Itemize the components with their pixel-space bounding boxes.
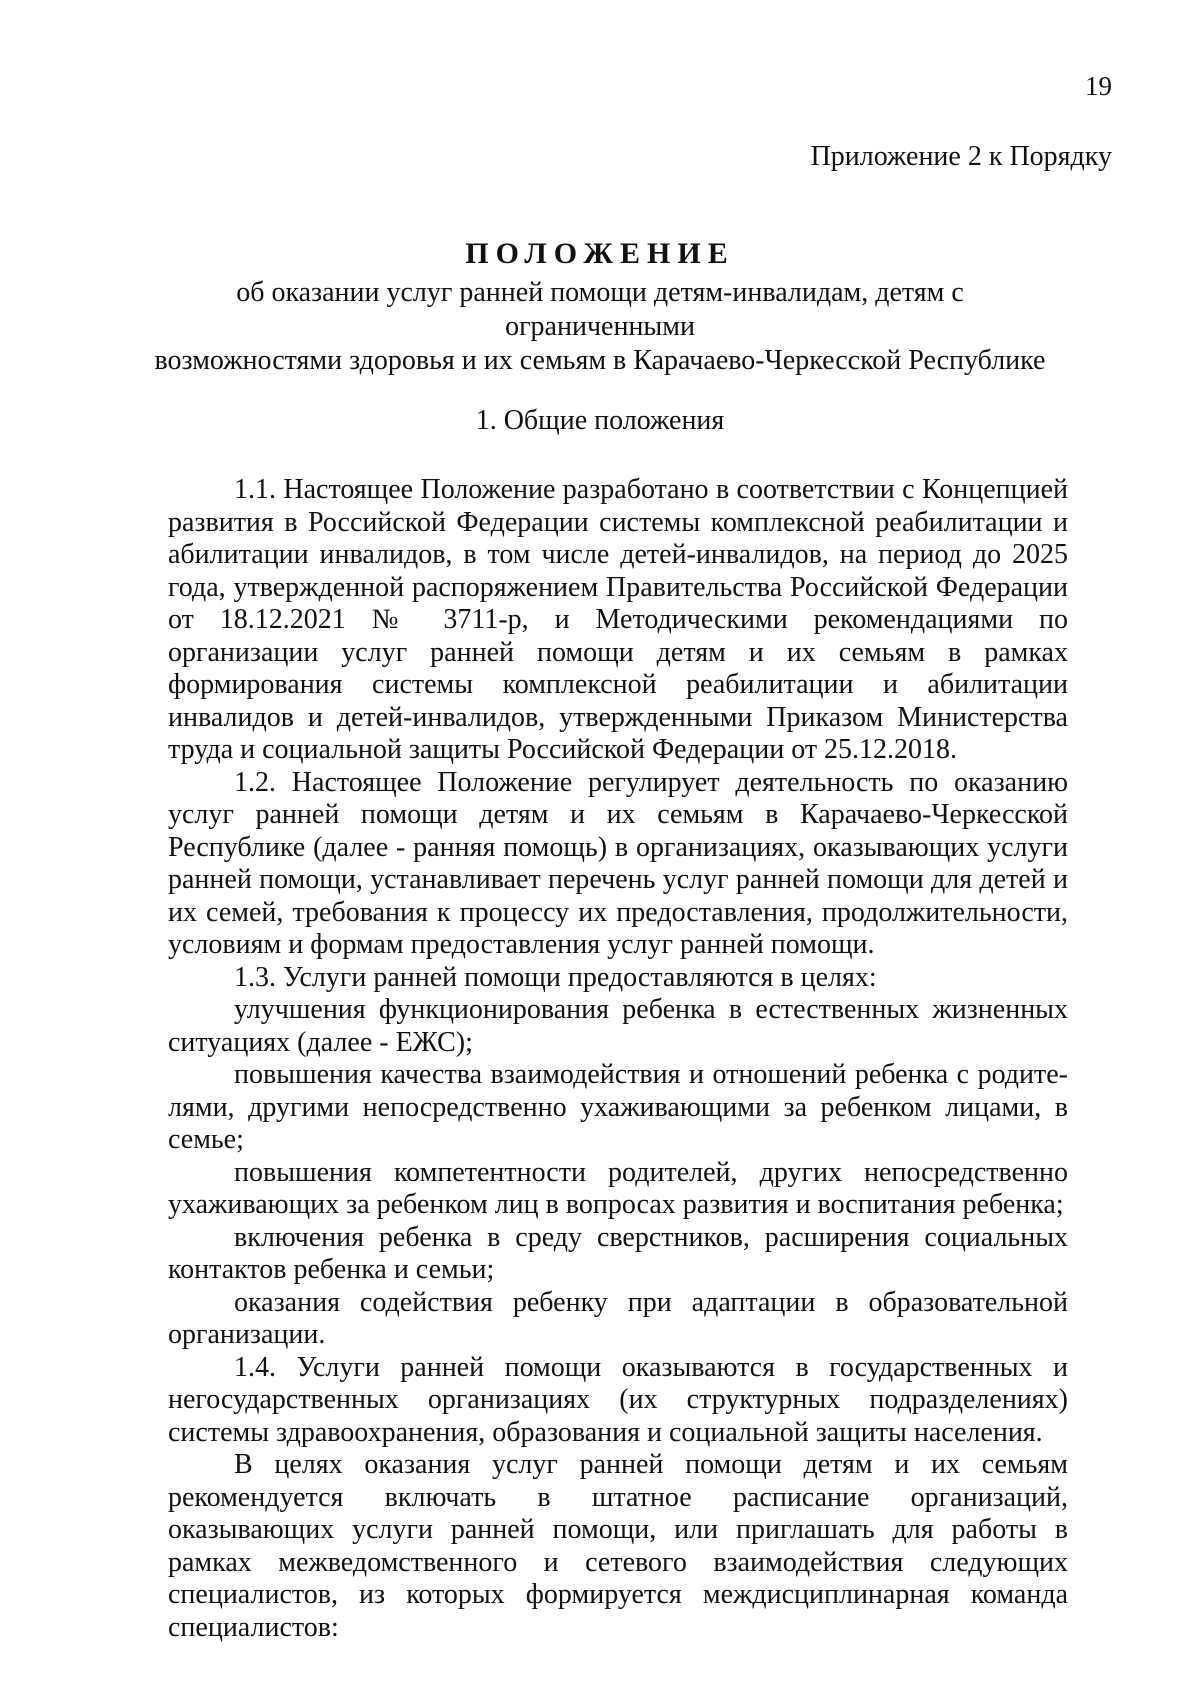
paragraph-1-4: 1.4. Услуги ранней помощи оказываются в государственных и негосударственных организациях (их структурных подразделениях) системы здравоохранения, образования и социальной защиты населения. bbox=[168, 1351, 1068, 1448]
paragraph-1-2: 1.2. Настоящее Положение регулирует деятельность по оказанию услуг ранней помощи детям и их семьям в Карачаево-Черкесской Республике (далее - ранняя помощь) в организациях, оказывающих услуги ранней помощи, устанавливает перечень услуг ранней помощи для детей и их семей, требования к процессу их предоставления, продолжительности, условиям и формам предоставления услуг ранней помощи. bbox=[168, 766, 1068, 960]
paragraph-1-3: 1.3. Услуги ранней помощи предоставляются в целях: bbox=[234, 961, 877, 993]
document-body bbox=[168, 474, 1068, 1644]
document-subtitle-line-1: об оказании услуг ранней помощи детям-инвалидам, детям с ограниченными bbox=[236, 277, 964, 342]
paragraph-specialists: В целях оказания услуг ранней помощи детям и их семьям рекомендуется включать в штатное расписание организаций, оказывающих услуги ранней помощи, или приглашать для работы в рамках межведомственного и сетевого взаимодействия следующих специалистов, из которых формируется междисциплинарная команда специалистов: bbox=[168, 1449, 1068, 1643]
page-number: 19 bbox=[1085, 71, 1112, 101]
goal-item: включения ребенка в среду сверстников, расширения социальных контактов ребенка и семьи; bbox=[168, 1221, 1068, 1285]
document-title: ПОЛОЖЕНИЕ bbox=[465, 237, 735, 270]
paragraph-1-1: 1.1. Настоящее Положение разработано в соответствии с Концепцией развития в Российской Федерации системы комплексной реабилитации и абилитации инвалидов, в том числе детей-инвалидов, на период до 2025 года, утвержденной распоряжением Правительства Российской Федерации от 18.12.2021 № 3711-р, и Методическими рекомендациями по организации услуг ранней помощи детям и их семьям в рамках формирования системы комплексной реабилитации и абилитации инвалидов и детей-инвалидов, утвержденными Приказом Министерства труда и социальной защиты Российской Федерации от 25.12.2018. bbox=[168, 474, 1068, 765]
section-heading: 1. Общие положения bbox=[475, 405, 725, 436]
appendix-label: Приложение 2 к Порядку bbox=[810, 141, 1112, 172]
document-subtitle-line-2: возможностями здоровья и их семьям в Карачаево-Черкесской Республике bbox=[154, 345, 1046, 376]
goal-item: улучшения функционирования ребенка в естественных жизненных ситуациях (далее - ЕЖС); bbox=[168, 994, 1068, 1058]
title-block bbox=[140, 236, 1060, 378]
goal-item: повышения компетентности родителей, других непосредственно ухаживающих за ребенком лиц в вопросах развития и воспитания ребенка; bbox=[168, 1156, 1068, 1220]
goal-item: оказания содействия ребенку при адаптации в образовательной организации. bbox=[168, 1286, 1068, 1350]
goal-item: повышения качества взаимодействия и отношений ребенка с родителями, другими непосредственно ухаживающими за ребенком лицами, в семье; bbox=[168, 1059, 1068, 1155]
